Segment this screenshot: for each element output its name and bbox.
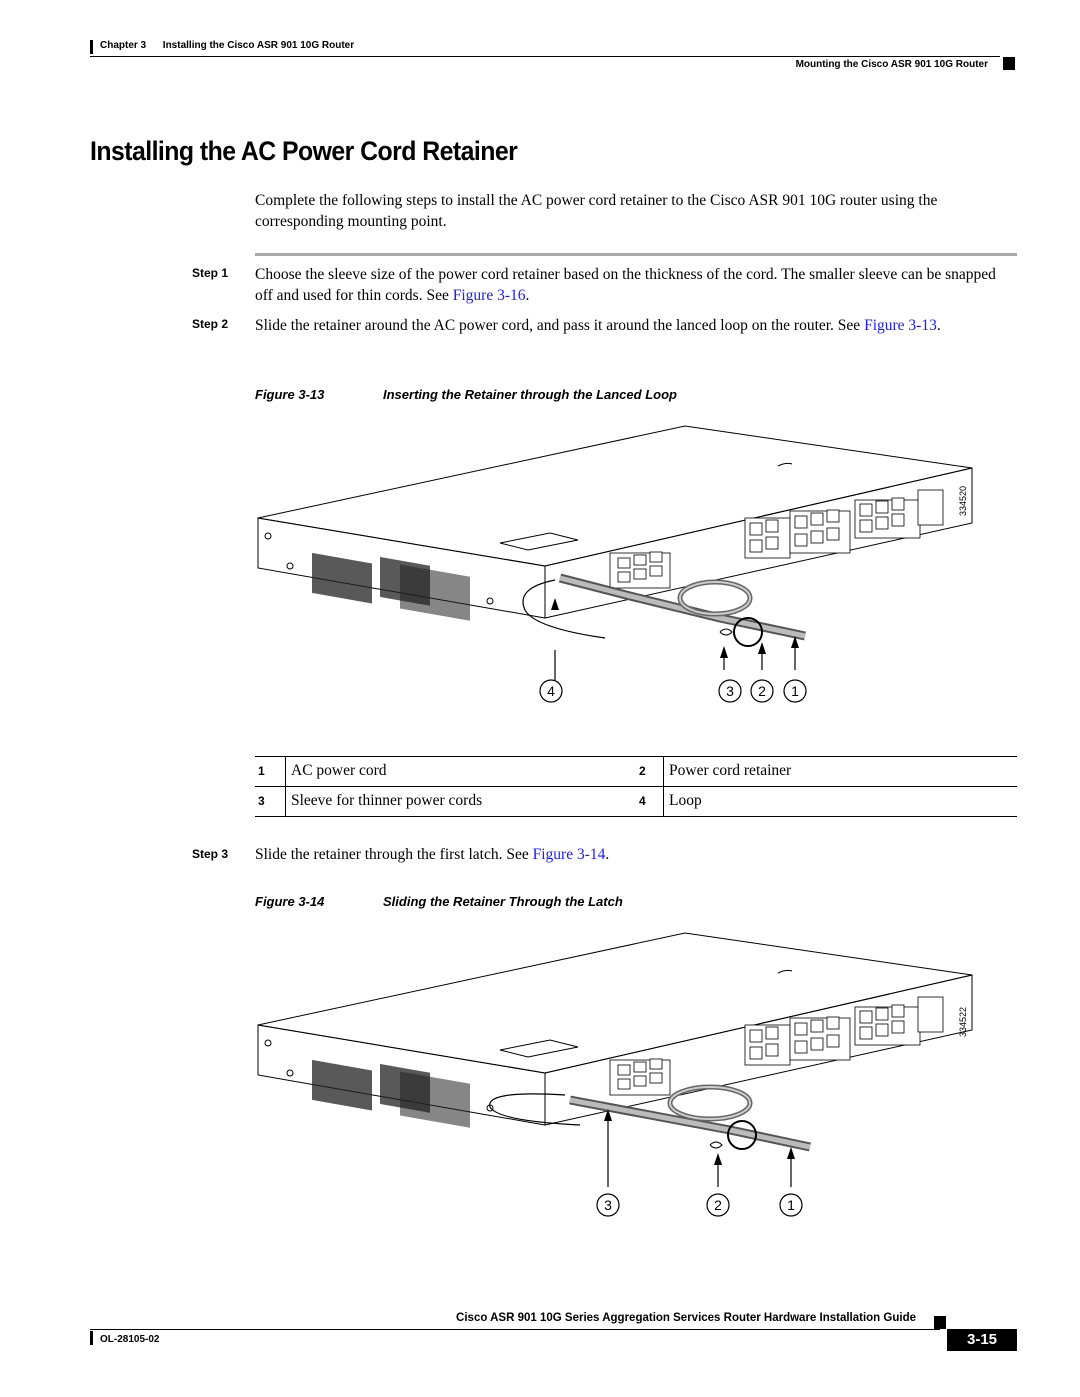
intro-paragraph: Complete the following steps to install the AC power cord retainer to the Cisco ASR 901 10G router using the corresponding mounting point. — [255, 192, 938, 230]
legend-text: Loop — [669, 792, 702, 809]
step-3-text — [255, 844, 1017, 865]
figure-14-art-id: 334522 — [958, 1006, 968, 1037]
page-heading: Installing the AC Power Cord Retainer — [90, 136, 518, 166]
step-1-body: Choose the sleeve size of the power cord retainer based on the thickness of the cord. The smaller sleeve can be snapped off and used for thin cords. See — [255, 266, 996, 304]
callout-2-arrow — [714, 1153, 722, 1165]
front-ports — [610, 997, 943, 1095]
step-2-text — [255, 315, 1017, 336]
figure-13-number: Figure 3-13 — [255, 387, 325, 402]
legend-num: 4 — [639, 794, 646, 808]
callout-3-label: 3 — [604, 1197, 612, 1213]
figure-13-title: Inserting the Retainer through the Lanced Loop — [383, 387, 677, 402]
footer-doc-number: OL-28105-02 — [100, 1334, 160, 1345]
footer-guide-title: Cisco ASR 901 10G Series Aggregation Services Router Hardware Installation Guide — [456, 1312, 916, 1324]
chapter-title: Chapter 3 Installing the Cisco ASR 901 10G Router — [100, 40, 355, 51]
callout-3-arrow — [720, 646, 728, 658]
step-1-text — [255, 264, 1017, 306]
legend-num: 2 — [639, 764, 646, 778]
callout-3-label: 3 — [726, 683, 734, 699]
callout-4-label: 4 — [547, 683, 555, 699]
figure-3-14-link[interactable]: Figure 3-14 — [532, 846, 606, 863]
figure-14-illustration — [250, 925, 990, 1225]
header-marker — [90, 40, 93, 54]
figure-13-art-id: 334520 — [958, 485, 968, 516]
side-vents — [312, 553, 470, 621]
legend-row — [255, 757, 1017, 787]
footer-box — [934, 1316, 946, 1329]
section-title: Mounting the Cisco ASR 901 10G Router — [795, 59, 988, 70]
step-1-label: Step 1 — [191, 266, 228, 280]
figure-3-13-link[interactable]: Figure 3-13 — [864, 317, 937, 334]
power-cord — [490, 1087, 810, 1149]
figure-13-illustration — [250, 418, 990, 718]
callout-1-arrow — [787, 1147, 795, 1159]
callout-legend — [255, 757, 1017, 817]
page-number: 3-15 — [947, 1329, 1017, 1351]
chassis-top — [258, 933, 972, 1073]
side-vents — [312, 1060, 470, 1128]
footer-marker — [90, 1331, 93, 1345]
figure-14-title: Sliding the Retainer Through the Latch — [383, 894, 623, 909]
callout-2-label: 2 — [714, 1197, 722, 1213]
legend-row — [255, 787, 1017, 817]
step-2-label: Step 2 — [191, 317, 228, 331]
step-2-body: Slide the retainer around the AC power cord, and pass it around the lanced loop on the router. See — [255, 317, 865, 334]
legend-text: AC power cord — [291, 762, 387, 779]
step-3-body: Slide the retainer through the first latch. See — [255, 846, 533, 863]
chassis-top — [258, 426, 972, 566]
header-box — [1003, 57, 1015, 70]
callout-2-arrow — [758, 642, 766, 654]
callout-4-arrow — [551, 598, 559, 610]
top-label — [500, 533, 578, 550]
step-3-label: Step 3 — [191, 847, 228, 861]
top-label — [500, 1040, 578, 1057]
callout-1-label: 1 — [787, 1197, 795, 1213]
front-ports — [610, 490, 943, 588]
step-3-end: . — [605, 846, 610, 863]
figure-3-16-link[interactable]: Figure 3-16 — [452, 287, 526, 304]
footer-rule — [90, 1329, 940, 1330]
legend-text: Power cord retainer — [669, 762, 792, 779]
legend-num: 3 — [258, 794, 265, 808]
step-2-end: . — [936, 317, 941, 334]
callout-1-label: 1 — [791, 683, 799, 699]
header-rule — [90, 56, 1000, 57]
callout-2-label: 2 — [758, 683, 766, 699]
figure-14-number: Figure 3-14 — [255, 894, 325, 909]
legend-num: 1 — [258, 764, 265, 778]
step-1-end: . — [525, 287, 530, 304]
legend-text: Sleeve for thinner power cords — [291, 792, 483, 809]
separator-rule — [255, 253, 1017, 256]
